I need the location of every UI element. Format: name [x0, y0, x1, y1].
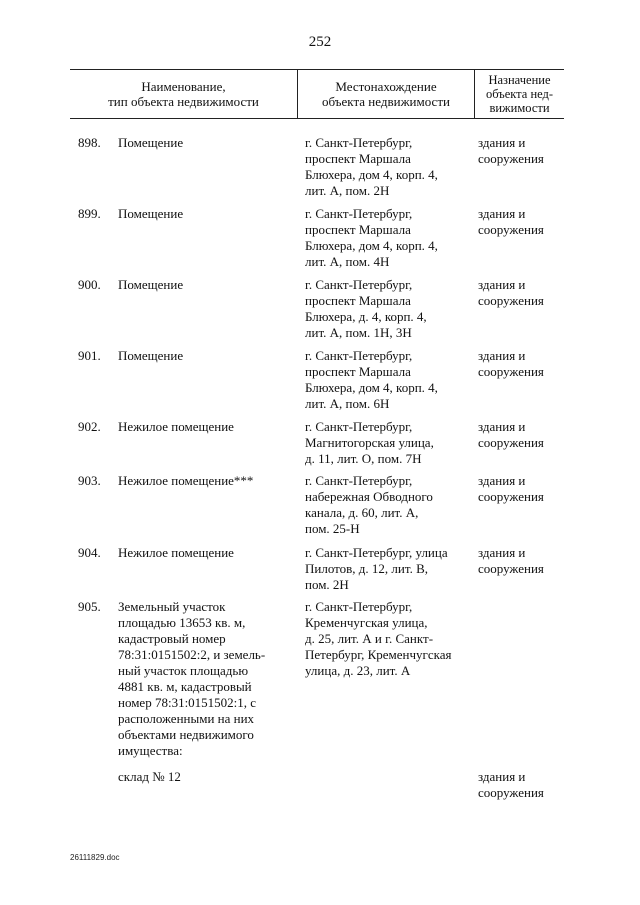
row-number: 905.	[78, 599, 101, 614]
table-header-bottom-rule	[70, 118, 564, 119]
row-number: 904.	[78, 545, 101, 560]
row-name: Помещение	[118, 206, 184, 221]
header-col-name: Наименование, тип объекта недвижимости	[108, 79, 259, 109]
header-col-location: Местонахождение объекта недвижимости	[322, 79, 450, 109]
row-name: Нежилое помещение	[118, 419, 234, 434]
table-row	[0, 545, 640, 599]
row-number: 903.	[78, 473, 101, 488]
row-purpose: здания и сооружения	[478, 473, 544, 504]
row-number: 902.	[78, 419, 101, 434]
table-row	[0, 599, 640, 769]
row-number: 899.	[78, 206, 101, 221]
row-purpose: здания и сооружения	[478, 769, 544, 800]
table-row	[0, 277, 640, 348]
row-location: г. Санкт-Петербург, Кременчугская улица, д. 25, лит. А и г. Санкт- Петербург, Кременчугская улица, д. 23, лит. А	[305, 599, 452, 678]
table-row	[0, 473, 640, 545]
row-purpose: здания и сооружения	[478, 419, 544, 450]
table-row	[0, 769, 640, 809]
row-location: г. Санкт-Петербург, Магнитогорская улица, д. 11, лит. О, пом. 7Н	[305, 419, 434, 466]
row-purpose: здания и сооружения	[478, 206, 544, 237]
table-row	[0, 206, 640, 277]
document-footer-filename: 26111829.doc	[70, 853, 120, 862]
row-location: г. Санкт-Петербург, набережная Обводного канала, д. 60, лит. А, пом. 25-Н	[305, 473, 433, 536]
row-name: Помещение	[118, 277, 184, 292]
row-number: 901.	[78, 348, 101, 363]
table-row	[0, 135, 640, 206]
row-name: склад № 12	[118, 769, 181, 784]
table-header-top-rule	[70, 69, 564, 70]
row-name: Помещение	[118, 135, 184, 150]
page-number: 252	[308, 34, 332, 50]
header-col-purpose: Назначение объекта нед- вижимости	[485, 73, 554, 115]
row-location: г. Санкт-Петербург, улица Пилотов, д. 12, лит. В, пом. 2Н	[305, 545, 448, 592]
row-number: 900.	[78, 277, 101, 292]
row-location: г. Санкт-Петербург, проспект Маршала Блюхера, дом 4, корп. 4, лит. А, пом. 4Н	[305, 206, 438, 269]
row-purpose: здания и сооружения	[478, 545, 544, 576]
row-number: 898.	[78, 135, 101, 150]
row-purpose: здания и сооружения	[478, 277, 544, 308]
table-row	[0, 419, 640, 473]
row-name: Нежилое помещение	[118, 545, 234, 560]
row-purpose: здания и сооружения	[478, 348, 544, 379]
row-name: Нежилое помещение***	[118, 473, 254, 488]
row-name: Земельный участок площадью 13653 кв. м, кадастровый номер 78:31:0151502:2, и земель- ный участок площадью 4881 кв. м, кадастровый номер 78:31:0151502:1, с расположенными на них объектами недвижимого имущества:	[118, 599, 266, 758]
row-location: г. Санкт-Петербург, проспект Маршала Блюхера, дом 4, корп. 4, лит. А, пом. 2Н	[305, 135, 438, 198]
table-row	[0, 348, 640, 419]
row-location: г. Санкт-Петербург, проспект Маршала Блюхера, дом 4, корп. 4, лит. А, пом. 6Н	[305, 348, 438, 411]
row-name: Помещение	[118, 348, 184, 363]
row-location: г. Санкт-Петербург, проспект Маршала Блюхера, д. 4, корп. 4, лит. А, пом. 1Н, 3Н	[305, 277, 427, 340]
row-purpose: здания и сооружения	[478, 135, 544, 166]
table-body	[0, 135, 640, 809]
